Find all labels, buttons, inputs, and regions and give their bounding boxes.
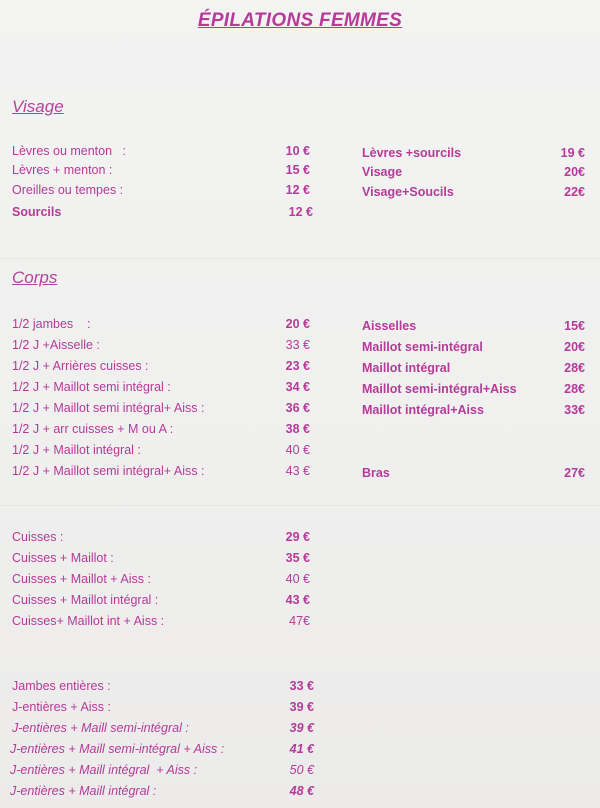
- price-value: 15 €: [285, 163, 310, 177]
- price-value: 48 €: [289, 784, 314, 798]
- price-value: 50 €: [289, 763, 314, 777]
- price-label: Lèvres ou menton :: [12, 144, 126, 158]
- price-value: 20€: [564, 165, 585, 179]
- price-label: J-entières + Maill intégral + Aiss :: [10, 763, 198, 777]
- price-value: 40 €: [285, 572, 310, 586]
- section-heading-visage: Visage: [12, 97, 64, 116]
- price-value: 10 €: [285, 144, 310, 158]
- price-label: Maillot semi-intégral+Aiss: [362, 382, 517, 396]
- price-label: 1/2 J + Maillot semi intégral :: [12, 380, 171, 394]
- price-label: Cuisses :: [12, 530, 64, 544]
- price-value: 39 €: [289, 700, 314, 714]
- price-value: 12 €: [285, 183, 310, 197]
- price-label: 1/2 jambes :: [12, 317, 91, 331]
- price-value: 33 €: [289, 679, 314, 693]
- price-value: 23 €: [285, 359, 310, 373]
- price-value: 15€: [564, 319, 585, 333]
- price-label: Cuisses + Maillot intégral :: [12, 593, 159, 607]
- price-label: Cuisses + Maillot + Aiss :: [12, 572, 151, 586]
- price-value: 43 €: [285, 593, 310, 607]
- price-value: 41 €: [289, 742, 314, 756]
- price-label: J-entières + Aiss :: [12, 700, 111, 714]
- price-value: 28€: [564, 382, 585, 396]
- price-label: Jambes entières :: [12, 679, 111, 693]
- price-value: 40 €: [285, 443, 310, 457]
- price-label: Cuisses+ Maillot int + Aiss :: [12, 614, 165, 628]
- price-label: Maillot intégral: [362, 361, 451, 375]
- price-value: 47€: [289, 614, 310, 628]
- price-label: Bras: [362, 466, 390, 480]
- price-value: 33€: [564, 403, 585, 417]
- price-label: Visage+Soucils: [362, 185, 454, 199]
- price-label: Visage: [362, 165, 403, 179]
- price-label: Aisselles: [362, 319, 417, 333]
- price-value: 20 €: [285, 317, 310, 331]
- price-label: 1/2 J + Arrières cuisses :: [12, 359, 149, 373]
- price-label: Cuisses + Maillot :: [12, 551, 114, 565]
- price-value: 12 €: [288, 205, 313, 219]
- price-value: 29 €: [285, 530, 310, 544]
- section-heading-corps: Corps: [12, 268, 58, 287]
- price-value: 28€: [564, 361, 585, 375]
- price-label: Lèvres +sourcils: [362, 146, 462, 160]
- price-value: 27€: [564, 466, 585, 480]
- price-label: 1/2 J + Maillot semi intégral+ Aiss :: [12, 464, 205, 478]
- price-value: 43 €: [285, 464, 310, 478]
- price-label: J-entières + Maill intégral :: [10, 784, 157, 798]
- price-value: 35 €: [285, 551, 310, 565]
- price-label: Oreilles ou tempes :: [12, 183, 124, 197]
- paper-fold: [0, 258, 600, 259]
- price-value: 36 €: [285, 401, 310, 415]
- paper-fold: [0, 505, 600, 506]
- price-value: 22€: [564, 185, 585, 199]
- price-value: 34 €: [285, 380, 310, 394]
- price-value: 33 €: [285, 338, 310, 352]
- price-label: 1/2 J + Maillot semi intégral+ Aiss :: [12, 401, 205, 415]
- price-label: Maillot intégral+Aiss: [362, 403, 484, 417]
- price-label: J-entières + Maill semi-intégral + Aiss :: [10, 742, 225, 756]
- price-label: Maillot semi-intégral: [362, 340, 483, 354]
- price-label: 1/2 J + Maillot intégral :: [12, 443, 141, 457]
- price-value: 20€: [564, 340, 585, 354]
- price-label: 1/2 J + arr cuisses + M ou A :: [12, 422, 174, 436]
- price-value: 38 €: [285, 422, 310, 436]
- price-value: 39 €: [289, 721, 314, 735]
- price-value: 19 €: [560, 146, 585, 160]
- price-label: J-entières + Maill semi-intégral :: [12, 721, 189, 735]
- price-label: Sourcils: [12, 205, 62, 219]
- price-label: 1/2 J +Aisselle :: [12, 338, 100, 352]
- price-label: Lèvres + menton :: [12, 163, 113, 177]
- page-title: ÉPILATIONS FEMMES: [197, 10, 403, 31]
